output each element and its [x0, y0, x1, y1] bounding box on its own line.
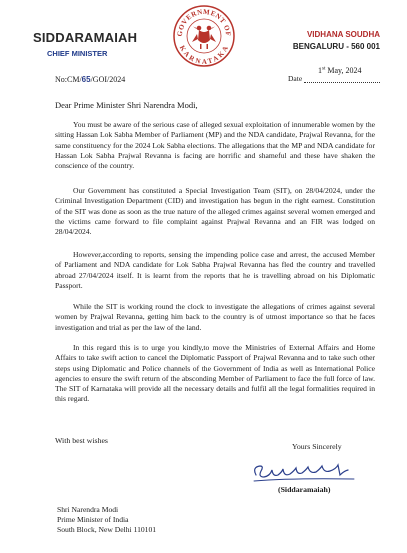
- date-dotted-line: [304, 82, 380, 83]
- recipient-name: Shri Narendra Modi: [57, 505, 119, 514]
- closing: With best wishes: [55, 436, 108, 445]
- date-day: 1: [318, 66, 322, 75]
- recipient-block: [57, 505, 156, 535]
- paragraph-2: Our Government has constituted a Special Investigation Team (SIT), on 28/04/2024, under the Criminal Investigation Department (CID) and investigation has begun in the right earnest. Constitution of the SIT was done as soon as the true nature of the alleged crimes against several women emerged and the victims came forward to file complaint against Prajwal Revanna and an FIR was lodged on 28/04/2024.: [55, 186, 375, 237]
- yours-sincerely: Yours Sincerely: [292, 442, 342, 451]
- paragraph-1: You must be aware of the serious case of alleged sexual exploitation of innumerable women by the sitting Hassan Lok Sabha Member of Parliament (MP) and the NDA candidate, Prajwal Revanna, for the same constituency for the 2024 Lok Sabha elections. The allegations that the MP and NDA candidate for Hassan Lok Sabha Prajwal Revanna is facing are horrific and shameful and these have shaken the conscience of the country.: [55, 120, 375, 171]
- reference-prefix: No:CM/: [55, 75, 82, 84]
- sender-title: CHIEF MINISTER: [47, 49, 108, 58]
- karnataka-state-emblem-icon: [172, 4, 236, 68]
- date-day-suffix: st: [322, 66, 326, 72]
- address-line-1: VIDHANA SOUDHA: [306, 30, 380, 39]
- date-rest: May, 2024: [325, 66, 362, 75]
- emblem-text-top: GOVERNMENT OF: [175, 7, 233, 37]
- date-value: [318, 66, 362, 75]
- recipient-address: South Block, New Delhi 110101: [57, 525, 157, 534]
- recipient-title: Prime Minister of India: [57, 515, 129, 524]
- sender-name: SIDDARAMAIAH: [33, 30, 138, 45]
- address-line-2: BENGALURU - 560 001: [292, 42, 380, 51]
- paragraph-5: In this regard this is to urge you kindly,to move the Ministries of External Affairs and Home Affairs to take swift action to cancel the Diplomatic Passport of Prajwal Revanna and to take such other steps using Diplomatic and Police channels of the Government of India as well as International Police agencies to ensure the swift return of the absconding Member of Parliament to face the full force of law. The SIT of Karnataka will provide all the necessary details and fulfil all the legal formalities required in this regard.: [55, 343, 375, 404]
- salutation: Dear Prime Minister Shri Narendra Modi,: [55, 100, 198, 110]
- emblem-text-bottom: KARNATAKA: [177, 44, 231, 66]
- signature-icon: [250, 457, 360, 487]
- svg-text:KARNATAKA: [178, 44, 230, 66]
- paragraph-3: However,according to reports, sensing the impending police case and arrest, the accused Member of Parliament and NDA candidate for Lok Sabha Prajwal Revanna has fled the country and travelled abroad 27/04/2024 itself. It is learnt from the reports that he is travelling abroad on his Diplomatic Passport.: [55, 250, 375, 290]
- reference-number: [55, 75, 125, 84]
- date-label: Date: [288, 74, 303, 83]
- reference-handwritten-number: 65: [81, 75, 91, 84]
- paragraph-4: While the SIT is working round the clock to investigate the allegations of crimes against several women by Prajwal Revanna, getting him back to the country is of utmost importance so that he faces investigation and trial as per the law of the land.: [55, 302, 375, 332]
- signer-name: (Siddaramaiah): [278, 485, 331, 494]
- reference-suffix: /GOI/2024: [90, 75, 126, 84]
